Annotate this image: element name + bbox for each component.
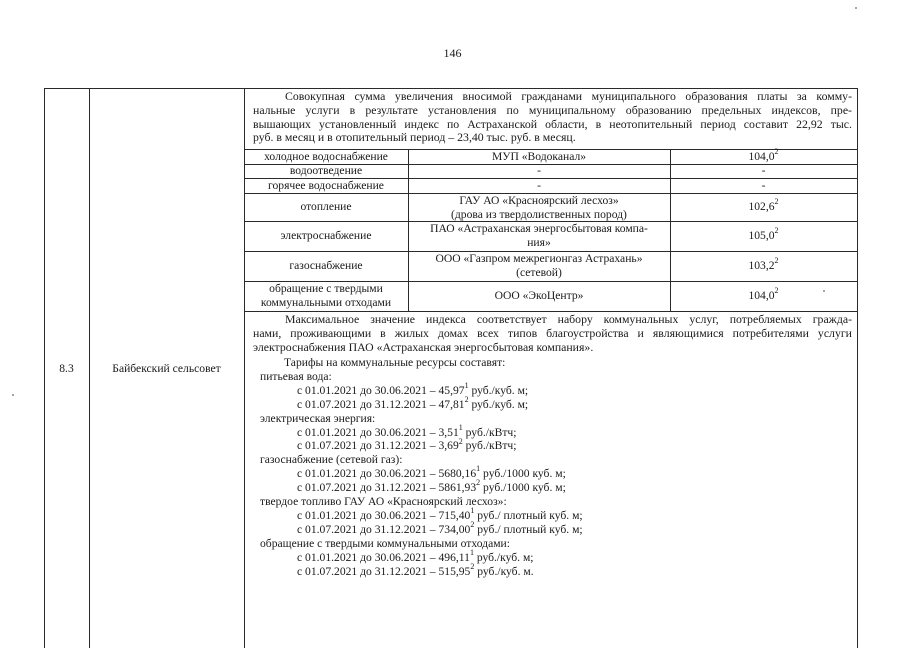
tariff-item: с 01.07.2021 до 31.12.2021 – 5861,93$^2$ руб./1000 куб. м; (297, 478, 566, 495)
document-table (44, 88, 858, 648)
tariff-item: с 01.01.2021 до 30.06.2021 – 3,51$^1$ руб./кВтч; (297, 422, 517, 439)
service-name: холодное водоснабжение (264, 150, 388, 163)
tariff-group-label: электрическая энергия: (260, 411, 376, 425)
service-name: горячее водоснабжение (268, 179, 384, 192)
service-provider: - (537, 179, 541, 192)
intro-line: руб. в месяц и в отопительный период – 23,40 тыс. руб. в месяц. (253, 130, 576, 145)
intro-line: Совокупная сумма увеличения вносимой гражданами муниципального образования платы за комму- (285, 89, 852, 103)
tariff-item: с 01.01.2021 до 30.06.2021 – 715,40$^1$ руб./ плотный куб. м; (297, 506, 583, 522)
service-index: - (761, 164, 766, 177)
intro-line: нальные услуги в результате установления по муниципальному образованию предельных индексов, пре- (253, 102, 852, 117)
service-provider: ООО «ЭкоЦентр» (494, 289, 584, 302)
scan-speck (12, 394, 14, 396)
service-index: 104,0$^2$ (748, 286, 779, 302)
municipality-name: Байбекский сельсовет (112, 362, 221, 375)
service-name: водоотведение (289, 164, 363, 177)
service-index: 104,0$^2$ (748, 147, 779, 163)
service-index: 103,2$^2$ (748, 256, 779, 272)
note-line: Максимальное значение индекса соответствует набору коммунальных услуг, потребляемых гражда- (285, 312, 852, 326)
scan-speck (823, 290, 825, 292)
tariff-item: с 01.07.2021 до 31.12.2021 – 47,81$^2$ руб./куб. м; (297, 394, 529, 411)
service-name: отопление (300, 200, 352, 213)
note-line: электроснабжения ПАО «Астраханская энергосбытовая компания». (253, 339, 594, 354)
service-name: электроснабжение (280, 229, 372, 242)
tariff-item: с 01.01.2021 до 30.06.2021 – 496,11$^1$ руб./куб. м; (297, 547, 534, 564)
service-index: 105,0$^2$ (748, 226, 779, 242)
tariff-group-label: газоснабжение (сетевой газ): (260, 453, 403, 467)
page-number: 146 (443, 46, 462, 60)
note-paragraph (253, 313, 852, 354)
tariff-item: с 01.01.2021 до 30.06.2021 – 5680,16$^1$ руб./1000 куб. м; (297, 464, 566, 481)
intro-line: вышающих установленный индекс по Астраханской области, в неотопительный период составит 22,92 тыс. (253, 116, 852, 131)
service-name: обращение с твердыми коммунальными отходами (260, 282, 392, 309)
service-provider: МУП «Водоканал» (491, 150, 587, 163)
service-index: 102,6$^2$ (748, 197, 779, 213)
intro-paragraph (253, 90, 852, 145)
tariff-group-label: питьевая вода: (260, 369, 332, 383)
service-provider: ГАУ АО «Красноярский лесхоз» (дрова из твердолиственных пород) (451, 194, 627, 221)
tariff-group-label: твердое топливо ГАУ АО «Красноярский лесхоз»: (260, 495, 507, 509)
service-provider: - (537, 164, 541, 177)
tariff-item: с 01.07.2021 до 31.12.2021 – 3,69$^2$ руб./кВтч; (297, 436, 517, 453)
service-provider: ПАО «Астраханская энергосбытовая компа- ния» (430, 222, 648, 249)
row-number: 8.3 (59, 362, 74, 375)
tariffs-block (251, 356, 583, 579)
service-provider: ООО «Газпром межрегионгаз Астрахань» (сетевой) (435, 252, 643, 279)
service-index: - (761, 179, 766, 192)
tariff-item: с 01.07.2021 до 31.12.2021 – 515,95$^2$ руб./куб. м. (297, 561, 534, 578)
tariff-group-label: обращение с твердыми коммунальными отходами: (260, 536, 510, 550)
tariff-item: с 01.07.2021 до 31.12.2021 – 734,00$^2$ руб./ плотный куб. м; (297, 520, 583, 536)
scan-speck (855, 7, 857, 9)
service-name: газоснабжение (289, 259, 363, 272)
tariffs-heading: Тарифы на коммунальные ресурсы составят: (284, 356, 506, 369)
tariff-item: с 01.01.2021 до 30.06.2021 – 45,97$^1$ руб./куб. м; (297, 380, 529, 397)
note-line: нами, проживающими в жилых домах всех типов благоустройства и являющимися потребителями услуги (253, 325, 852, 340)
